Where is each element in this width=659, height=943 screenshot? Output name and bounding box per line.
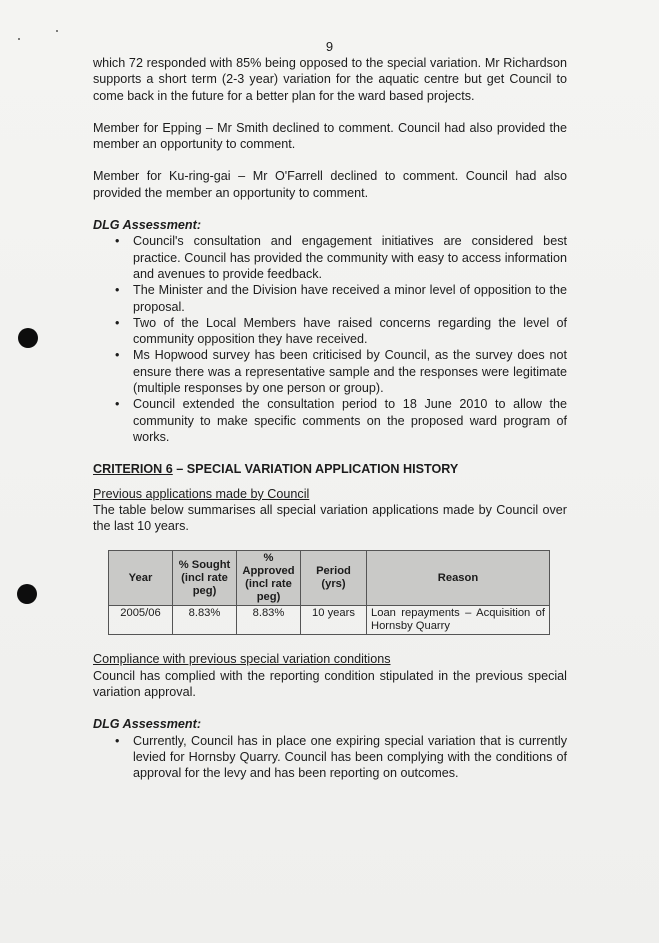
scan-speck — [56, 30, 58, 32]
cell-reason: Loan repayments – Acquisition of Hornsby Quarry — [367, 606, 550, 635]
previous-applications-text: The table below summarises all special variation applications made by Council over the last 10 years. — [93, 502, 567, 534]
intro-paragraph: which 72 responded with 85% being opposed to the special variation. Mr Richardson supports a short term (2-3 year) variation for the aquatic centre but get Council to come back in the future for a better plan for the ward based projects. — [93, 56, 567, 103]
header-sought: % Sought (incl rate peg) — [173, 551, 237, 606]
variation-history-table — [108, 550, 550, 635]
criterion-heading-rest: – SPECIAL VARIATION APPLICATION HISTORY — [172, 462, 459, 477]
header-year: Year — [109, 551, 173, 606]
table-row — [109, 606, 550, 635]
cell-year: 2005/06 — [109, 606, 173, 635]
epping-member-paragraph: Member for Epping – Mr Smith declined to comment. Council had also provided the member an opportunity to comment. — [93, 120, 567, 152]
cell-sought: 8.83% — [173, 606, 237, 635]
assessment-bullet: • Council extended the consultation period to 18 June 2010 to allow the community to make specific comments on the proposed ward program of works. — [133, 396, 567, 445]
header-period: Period (yrs) — [301, 551, 367, 606]
page-number: 9 — [325, 39, 334, 54]
assessment-list — [93, 233, 567, 445]
criterion-heading — [93, 461, 567, 477]
cell-approved: 8.83% — [237, 606, 301, 635]
assessment-bullet: • The Minister and the Division have received a minor level of opposition to the proposal. — [133, 282, 567, 315]
document-body — [93, 55, 567, 782]
assessment2-heading: DLG Assessment: — [93, 717, 202, 732]
assessment-bullet: • Two of the Local Members have raised concerns regarding the level of community opposition they have received. — [133, 315, 567, 348]
compliance-text: Council has complied with the reporting condition stipulated in the previous special variation approval. — [93, 668, 567, 700]
criterion-heading-prefix: CRITERION 6 — [93, 462, 173, 477]
previous-applications-heading: Previous applications made by Council — [93, 486, 310, 501]
assessment2-list — [93, 733, 567, 782]
header-reason: Reason — [367, 551, 550, 606]
punch-hole — [17, 584, 37, 604]
table-header-row — [109, 551, 550, 606]
compliance-heading: Compliance with previous special variation conditions — [93, 652, 391, 667]
assessment2-bullet: • Currently, Council has in place one expiring special variation that is currently levied for Hornsby Quarry. Council has been complying with the conditions of approval for the levy and has been reporting on outcomes. — [133, 733, 567, 782]
assessment-bullet: • Ms Hopwood survey has been criticised by Council, as the survey does not ensure there was a representative sample and the responses were legitimate (multiple responses by one person or group). — [133, 347, 567, 396]
punch-hole — [18, 328, 38, 348]
cell-period: 10 years — [301, 606, 367, 635]
assessment-heading: DLG Assessment: — [93, 218, 202, 233]
header-approved: % Approved (incl rate peg) — [237, 551, 301, 606]
kuringgai-member-paragraph: Member for Ku-ring-gai – Mr O'Farrell declined to comment. Council had also provided the member an opportunity to comment. — [93, 169, 567, 200]
assessment-bullet: • Council's consultation and engagement initiatives are considered best practice. Council has provided the community with easy to access information and avenues to provide feedback. — [133, 233, 567, 282]
